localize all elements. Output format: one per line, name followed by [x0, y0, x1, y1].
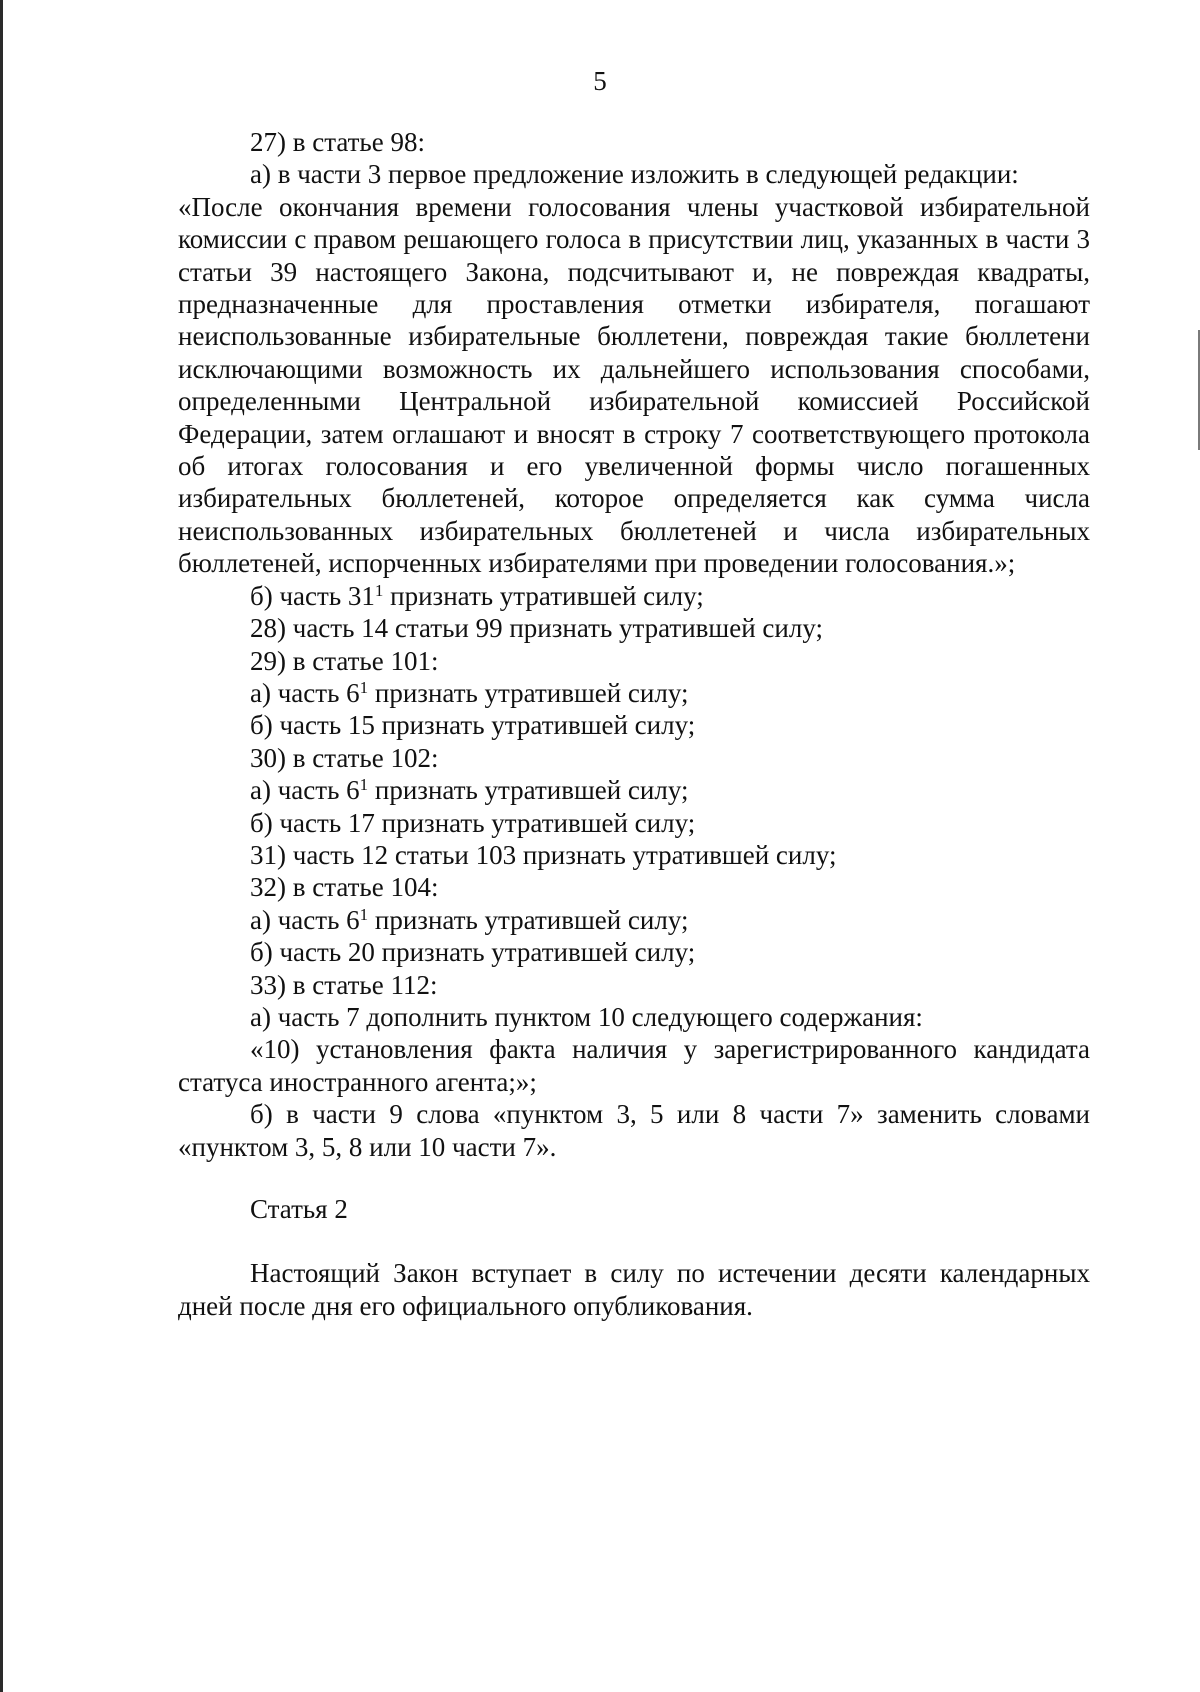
item-29-a-sup: 1 — [359, 677, 369, 697]
item-29-b: б) часть 15 признать утратившей силу; — [250, 710, 696, 741]
item-30-a — [178, 774, 1090, 806]
item-32-b: б) часть 20 признать утратившей силу; — [250, 937, 696, 968]
item-27-a: а) в части 3 первое предложение изложить в следующей редакции: — [250, 159, 1019, 190]
item-32-a-prefix: а) часть 6 — [250, 904, 360, 935]
item-30-a-prefix: а) часть 6 — [250, 775, 360, 806]
item-27-b-suffix: признать утратившей силу; — [383, 580, 704, 611]
item-33-b: б) в части 9 слова «пунктом 3, 5 или 8 части 7» заменить словами «пунктом 3, 5, 8 или 10 части 7». — [178, 1099, 1090, 1162]
item-32-a-suffix: признать утратившей силу; — [368, 904, 689, 935]
item-28: 28) часть 14 статьи 99 признать утратившей силу; — [250, 613, 823, 644]
item-33-intro: 33) в статье 112: — [250, 969, 438, 1000]
document-body — [178, 126, 1090, 1322]
item-30-intro: 30) в статье 102: — [250, 742, 439, 773]
item-33-a: а) часть 7 дополнить пунктом 10 следующего содержания: — [250, 1001, 923, 1032]
item-29-a-prefix: а) часть 6 — [250, 677, 360, 708]
item-29-a — [178, 677, 1090, 709]
item-31: 31) часть 12 статьи 103 признать утратившей силу; — [250, 839, 837, 870]
item-33-quote: «10) установления факта наличия у зарегистрированного кандидата статуса иностранного агента;»; — [178, 1034, 1090, 1097]
item-29-a-suffix: признать утратившей силу; — [368, 677, 689, 708]
article-2-heading: Статья 2 — [250, 1194, 348, 1224]
item-32-a-sup: 1 — [359, 904, 369, 924]
item-30-b: б) часть 17 признать утратившей силу; — [250, 807, 696, 838]
item-30-a-suffix: признать утратившей силу; — [368, 775, 689, 806]
item-32-intro: 32) в статье 104: — [250, 872, 439, 903]
item-30-a-sup: 1 — [359, 775, 369, 795]
item-32-a — [178, 904, 1090, 936]
item-27-intro: 27) в статье 98: — [250, 127, 425, 157]
article-2-text: Настоящий Закон вступает в силу по истечении десяти календарных дней после дня его официального опубликования. — [178, 1258, 1090, 1321]
item-29-intro: 29) в статье 101: — [250, 645, 439, 676]
scan-edge-left — [0, 0, 3, 1692]
item-27-b-prefix: б) часть 31 — [250, 580, 375, 611]
item-27-b — [178, 580, 1090, 612]
page-number: 5 — [593, 66, 607, 96]
item-27-quote: «После окончания времени голосования члены участковой избирательной комиссии с правом решающего голоса в присутствии лиц, указанных в части 3 статьи 39 настоящего Закона, подсчитывают и, не повреждая квадраты, предназначенные для проставления отметки избирателя, погашают неиспользованные избирательные бюллетени, повреждая такие бюллетени исключающими возможность их дальнейшего использования способами, определенными Центральной избирательной комиссией Российской Федерации, затем оглашают и вносят в строку 7 соответствующего протокола об итогах голосования и его увеличенной формы число погашенных избирательных бюллетеней, которое определяется как сумма числа неиспользованных избирательных бюллетеней и числа избирательных бюллетеней, испорченных избирателями при проведении голосования.»; — [178, 191, 1090, 579]
item-27-b-sup: 1 — [374, 580, 384, 600]
